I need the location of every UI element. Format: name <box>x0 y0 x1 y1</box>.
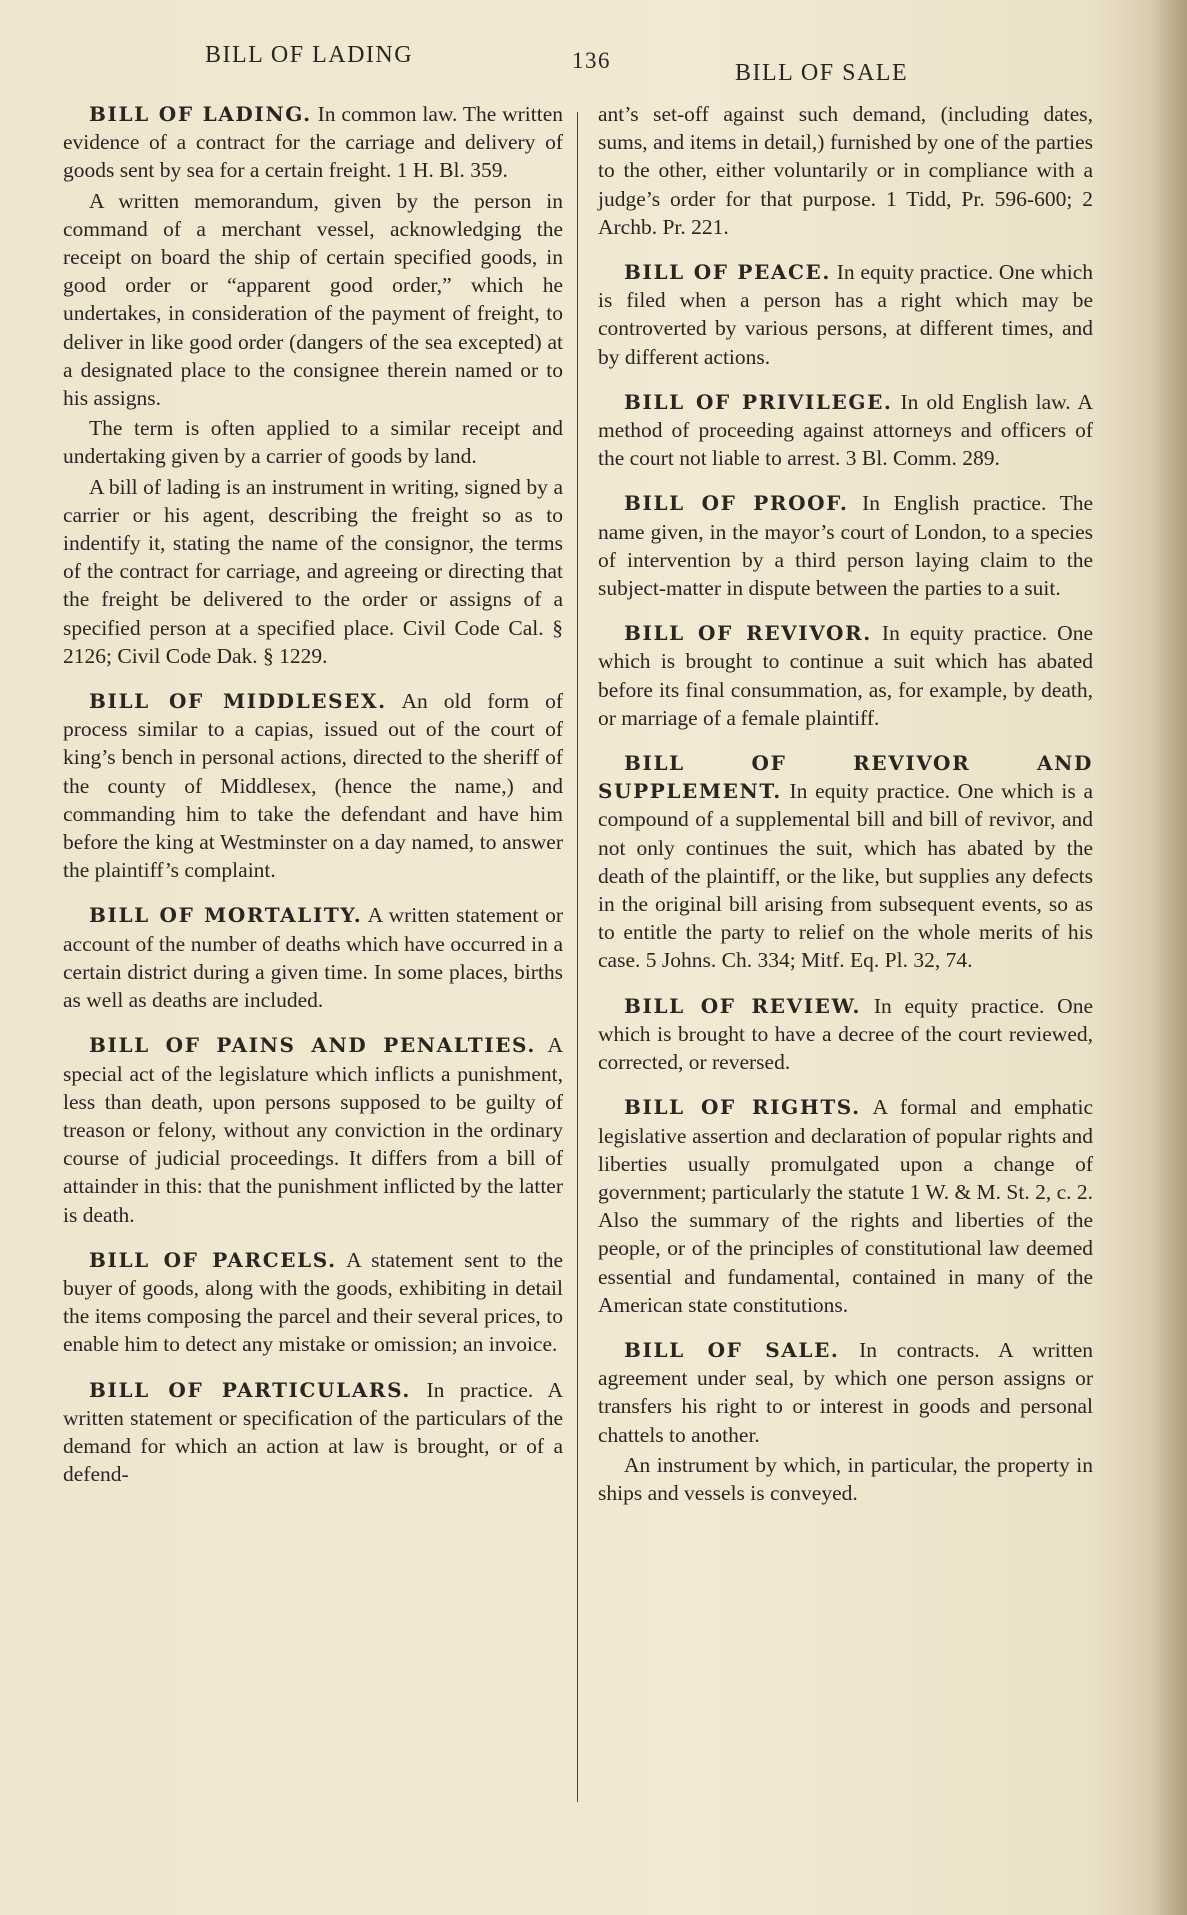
entry-text: A formal and emphatic legislative assertion and declaration of popular rights and liberties usually promulgated upon a change of government; particularly the statute 1 W. & M. St. 2, c. 2. Also the summary of the rights and liberties of the people, or of the principles of constitutional law deemed essential and fundamental, contained in many of the American state constitutions. <box>598 1095 1094 1317</box>
entry-paragraph <box>63 414 563 470</box>
entry-paragraph <box>598 1093 1093 1319</box>
entry-text: In common law. The written evidence of a contract for the carriage and delivery of goods sent by sea for a certain freight. 1 H. Bl. 359. <box>63 102 564 183</box>
dictionary-entry <box>63 100 563 670</box>
entry-paragraph <box>63 187 563 413</box>
entry-text: In contracts. A written agreement under seal, by which one person assigns or transfers his right to or interest in goods and personal chattels to another. <box>598 1337 1093 1447</box>
entry-paragraph <box>63 1376 563 1489</box>
entry-paragraph <box>598 489 1093 602</box>
entry-term: BILL OF LADING. <box>89 102 312 126</box>
entry-paragraph <box>598 1451 1093 1507</box>
dictionary-entry <box>598 1336 1093 1507</box>
dictionary-entry <box>63 901 563 1014</box>
column-rule <box>577 112 578 1802</box>
entry-paragraph <box>63 1031 563 1228</box>
entry-term: BILL OF PAINS AND PENALTIES. <box>89 1033 536 1058</box>
running-head-right: BILL OF SALE <box>735 60 909 86</box>
entry-text: In equity practice. One which is filed when a person has a right which may be controverted by various persons, at different times, and by different actions. <box>598 260 1094 369</box>
entry-text: In equity practice. One which is brought to continue a suit which has abated before its final consummation, as, for example, by death, or marriage of a female plaintiff. <box>598 621 1094 730</box>
entry-term: BILL OF REVIVOR AND SUPPLEMENT. <box>598 751 1093 804</box>
entry-text: ant’s set-off against such demand, (including dates, sums, and items in detail,) furnished by one of the parties to the other, either voluntarily or in compliance with a judge’s order for that purpose. 1 Tidd, Pr. 596-600; 2 Archb. Pr. 221. <box>598 102 1093 239</box>
entry-term: BILL OF REVIVOR. <box>624 621 872 646</box>
dictionary-entry <box>598 388 1093 473</box>
entry-term: BILL OF RIGHTS. <box>624 1095 861 1120</box>
entry-text: The term is often applied to a similar receipt and undertaking given by a carrier of goods by land. <box>63 416 563 469</box>
right-column <box>598 100 1093 1524</box>
entry-term: BILL OF PEACE. <box>624 260 831 285</box>
entry-term: BILL OF SALE. <box>624 1337 840 1362</box>
entry-paragraph <box>598 100 1093 241</box>
entry-term: BILL OF PRIVILEGE. <box>624 389 893 414</box>
entry-text: In old English law. A method of proceeding against attorneys and officers of the court not liable to arrest. 3 Bl. Comm. 289. <box>598 389 1094 471</box>
entry-text: In equity practice. One which is brought to have a decree of the court reviewed, corrected, or reversed. <box>598 993 1094 1075</box>
entry-text: A special act of the legislature which inflicts a punishment, less than death, upon persons supposed to be guilty of treason or felony, without any conviction in the ordinary course of judicial proceedings. It differs from a bill of attainder in this: that the punishment inflicted by the latter is death. <box>63 1033 563 1227</box>
dictionary-entry <box>63 1376 563 1489</box>
entry-text: A written statement or account of the number of deaths which have occurred in a certain district during a given time. In some places, births as well as deaths are included. <box>63 903 563 1013</box>
entry-paragraph <box>598 1336 1093 1449</box>
entry-text: An old form of process similar to a capias, issued out of the court of king’s bench in personal actions, directed to the sheriff of the county of Middlesex, (hence the name,) and commanding him to take the defendant and have him before the king at Westminster on a day named, to answer the plaintiff’s complaint. <box>63 689 563 883</box>
entry-term: BILL OF PROOF. <box>624 491 849 516</box>
dictionary-entry <box>63 1031 563 1228</box>
entry-term: BILL OF REVIEW. <box>624 993 862 1018</box>
entry-term: BILL OF MIDDLESEX. <box>89 689 387 714</box>
dictionary-entry <box>598 992 1093 1077</box>
dictionary-entry <box>598 1093 1093 1319</box>
running-head-left: BILL OF LADING <box>205 42 414 68</box>
entry-paragraph <box>63 687 563 884</box>
dictionary-entry <box>598 258 1093 371</box>
entry-paragraph <box>598 619 1093 732</box>
dictionary-entry <box>63 687 563 884</box>
page-gutter-shadow <box>1151 0 1187 1915</box>
entry-text: A written memorandum, given by the person in command of a merchant vessel, acknowledging the receipt on board the ship of certain specified goods, in good order or “apparent good order,” which he undertakes, in consideration of the payment of freight, to deliver in like good order (dangers of the sea excepted) at a designated place to the consignee therein named or to his assigns. <box>63 188 563 411</box>
entry-paragraph <box>63 473 563 670</box>
entry-text: A bill of lading is an instrument in writing, signed by a carrier or his agent, describing the freight so as to indentify it, stating the name of the consignor, the terms of the contract for carriage, and agreeing or directing that the freight be delivered to the order or assigns of a specified person at a specified place. Civil Code Cal. § 2126; Civil Code Dak. § 1229. <box>63 474 563 668</box>
entry-text: A statement sent to the buyer of goods, along with the goods, exhibiting in detail the items composing the parcel and their several prices, to enable him to detect any mistake or omission; an invoice. <box>63 1247 563 1357</box>
entry-text: In equity practice. One which is a compound of a supplemental bill and bill of revivor, and not only continues the suit, which has abated by the death of the plaintiff, or the like, but supplies any defects in the original bill arising from subsequent events, so as to entitle the party to relief on the whole merits of his case. 5 Johns. Ch. 334; Mitf. Eq. Pl. 32, 74. <box>598 779 1094 973</box>
entry-paragraph <box>598 749 1093 975</box>
running-head <box>0 42 1187 86</box>
entry-paragraph <box>598 388 1093 473</box>
entry-text: In English practice. The name given, in the mayor’s court of London, to a species of intervention by a third person laying claim to the subject-matter in dispute between the parties to a suit. <box>598 491 1094 601</box>
entry-paragraph <box>63 1246 563 1359</box>
page-number: 136 <box>572 48 611 73</box>
entry-paragraph <box>598 992 1093 1077</box>
dictionary-entry <box>598 749 1093 975</box>
entry-text: An instrument by which, in particular, the property in ships and vessels is conveyed. <box>598 1452 1093 1505</box>
dictionary-entry <box>598 489 1093 602</box>
entry-text: In practice. A written statement or specification of the particulars of the demand for which an action at law is brought, or of a defend- <box>63 1377 564 1487</box>
entry-paragraph <box>63 901 563 1014</box>
entry-paragraph <box>63 100 563 185</box>
dictionary-entry <box>598 619 1093 732</box>
entry-term: BILL OF PARTICULARS. <box>89 1377 411 1402</box>
entry-paragraph <box>598 258 1093 371</box>
entry-term: BILL OF MORTALITY. <box>89 903 363 928</box>
entry-term: BILL OF PARCELS. <box>89 1247 337 1272</box>
left-column <box>63 100 563 1505</box>
dictionary-entry <box>63 1246 563 1359</box>
dictionary-entry <box>598 100 1093 241</box>
